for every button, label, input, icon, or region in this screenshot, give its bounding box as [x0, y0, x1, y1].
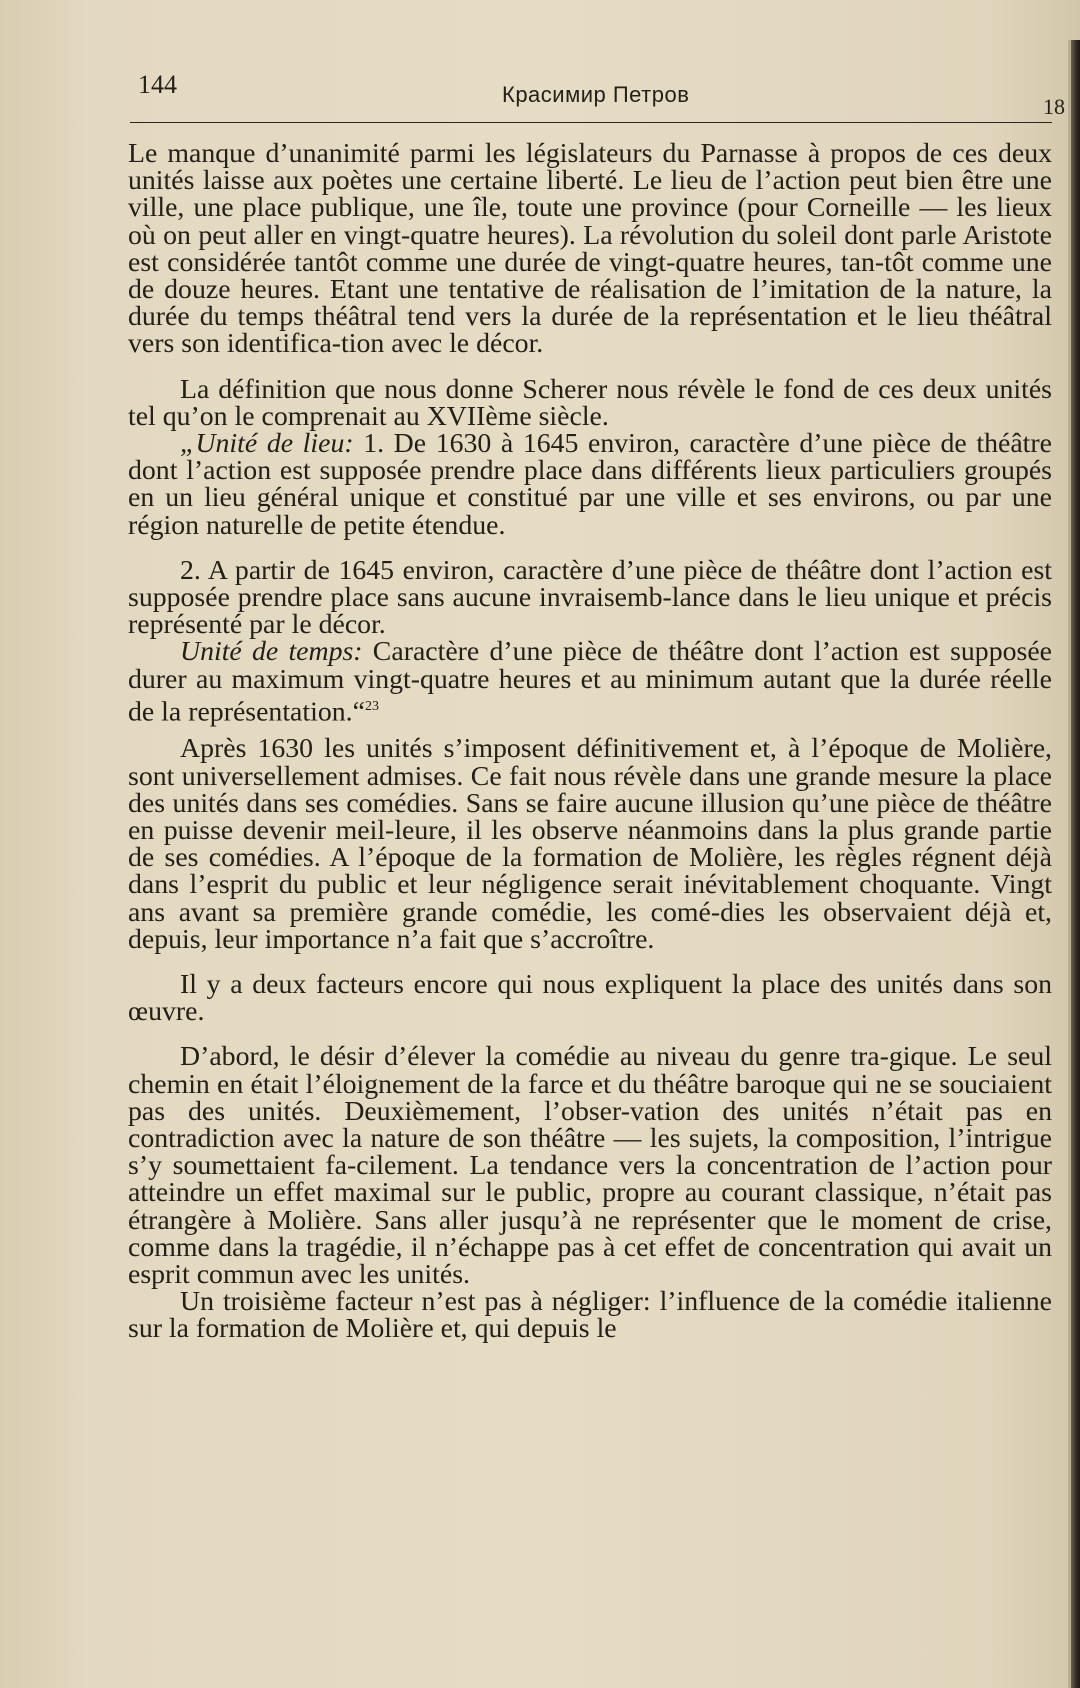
paragraph-4: 2. A partir de 1645 environ, caractère d’une pièce de théâtre dont l’action est supposée prendre place sans aucune invraisemb-lance dans le lieu unique et précis représenté par le décor.: [128, 554, 1052, 641]
paragraph-5-lead: Unité de temps:: [180, 636, 363, 668]
paragraph-6: Après 1630 les unités s’imposent définitivement et, à l’époque de Molière, sont universellement admises. Ce fait nous révèle dans une grande mesure la place des unités dans ses comédies. Sans se faire aucune illusion qu’une pièce de théâtre en puisse devenir meil-leure, il les observe néanmoins dans la plus grande partie de ses comédies. A l’époque de la formation de Molière, les règles régnent déjà dans l’esprit du public et leur négligence serait inévitablement choquante. Vingt ans avant sa première grande comédie, les comé-dies les observaient déjà et, depuis, leur importance n’a fait que s’accroître.: [128, 733, 1052, 955]
margin-number: 18: [1043, 94, 1065, 119]
page-header: [130, 66, 1065, 119]
body-text: [128, 140, 1052, 1343]
paragraph-3-lead: „Unité de lieu:: [180, 428, 354, 460]
paragraph-2: La définition que nous donne Scherer nous révèle le fond de ces deux unités tel qu’on le comprenait au XVIIème siècle.: [128, 373, 1052, 432]
page-edge-shadow: [1071, 40, 1080, 1688]
paragraph-3: [128, 430, 1052, 539]
page-number: 144: [138, 70, 177, 99]
paragraph-7: Il y a deux facteurs encore qui nous expliquent la place des unités dans son œuvre.: [128, 968, 1052, 1028]
paragraph-8: D’abord, le désir d’élever la comédie au niveau du genre tra-gique. Le seul chemin en était l’éloignement de la farce et du théâtre baroque qui ne se souciaient pas des unités. Deuxièmement, l’obser-vation des unités n’était pas en contradiction avec la nature de son théâtre — les sujets, la composition, l’intrigue s’y soumettaient fa-cilement. La tendance vers la concentration de l’action pour atteindre un effet maximal sur le public, propre au courant classique, n’était pas étrangère à Molière. Sans aller jusqu’à ne représenter que le moment de crise, comme dans la tragédie, il n’échappe pas à cet effet de concentration qui avait un esprit commun avec les unités.: [128, 1041, 1052, 1290]
page-edge-highlight: [1068, 40, 1071, 1688]
header-rule: [130, 122, 1052, 123]
paragraph-1: Le manque d’unanimité parmi les législateurs du Parnasse à propos de ces deux unités laisse aux poètes une certaine liberté. Le lieu de l’action peut bien être une ville, une place publique, une île, toute une province (pour Corneille — les lieux où on peut aller en vingt-quatre heures). La révolution du soleil dont parle Aristote est considérée tantôt comme une durée de vingt-quatre heures, tan-tôt comme une de douze heures. Etant une tentative de réalisation de l’imitation de la nature, la durée du temps théâtral tend vers la durée de la représentation et le lieu théâtral vers son identifica-tion avec le décor.: [128, 138, 1052, 360]
paragraph-9: Un troisième facteur n’est pas à négliger: l’influence de la comédie italienne sur la formation de Molière et, qui depuis le: [128, 1286, 1052, 1345]
footnote-marker: 23: [364, 698, 379, 714]
paragraph-3-rest: 1. De 1630 à 1645 environ, caractère d’une pièce de théâtre dont l’action est supposée prendre place dans différents lieux particuliers groupés en un lieu général unique et constitué par une ville et ses environs, ou par une région naturelle de petite étendue.: [128, 428, 1052, 541]
running-title: Красимир Петров: [502, 82, 690, 107]
paragraph-5: [128, 636, 1052, 728]
paragraph-5-rest: Caractère d’une pièce de théâtre dont l’action est supposée durer au maximum vingt-quatre heures et au minimum autant que la durée réelle de la représentation.“: [128, 636, 1052, 728]
